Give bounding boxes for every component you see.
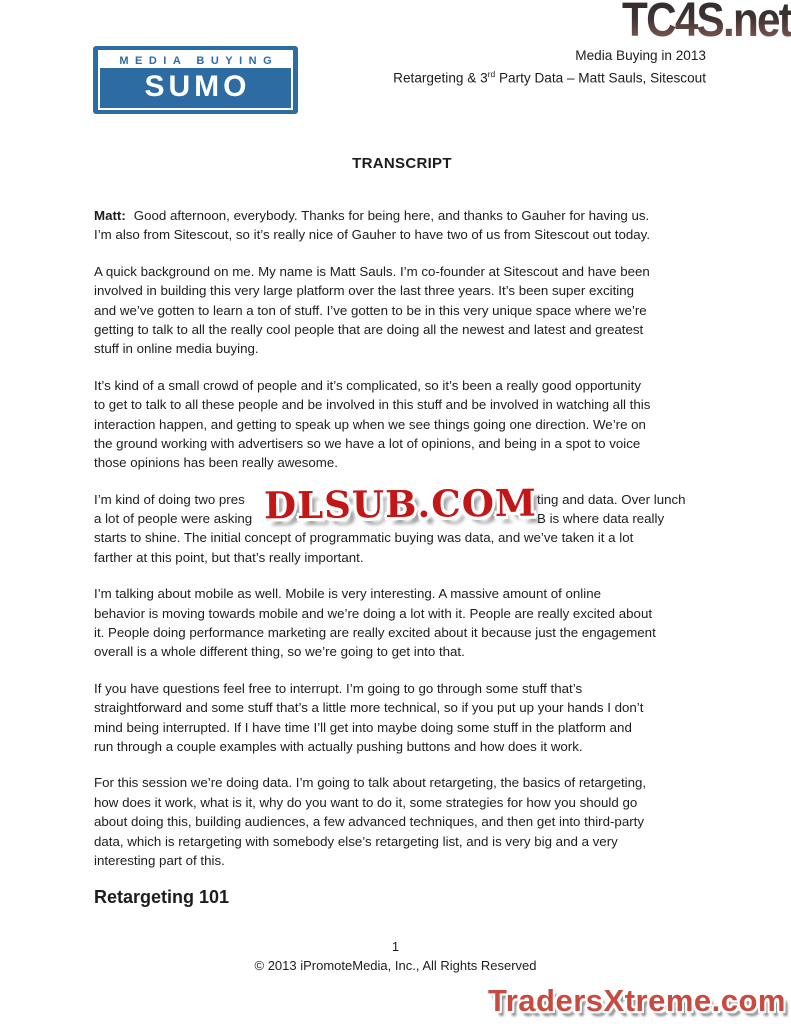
sumo-logo-wordmark: SUMO (144, 70, 251, 103)
media-buying-sumo-logo (93, 46, 298, 114)
text-line: overall is a whole different thing, so we’re going to get into that. (94, 644, 465, 660)
text-line: interaction happen, and getting to speak up when we see things going one direction. We’re on (94, 416, 646, 432)
text-line: I’m talking about mobile as well. Mobile is very interesting. A massive amount of online (94, 586, 602, 602)
text-line: mind being interrupted. If I have time I’ll get into maybe doing some stuff in the platform and (94, 719, 632, 735)
sumo-logo-frame (98, 50, 293, 110)
text-line: A quick background on me. My name is Matt Sauls. I’m co-founder at Sitescout and have been (94, 263, 650, 279)
text-line: involved in building this very large platform over the last three years. It’s been super exciting (94, 283, 635, 299)
tc4s-watermark-logo: TC4S.net (622, 0, 791, 48)
text-line: run through a couple examples with actually pushing buttons and how does it work. (94, 738, 583, 754)
section-heading-retargeting-101: Retargeting 101 (94, 887, 230, 908)
text-line: starts to shine. The initial concept of programmatic buying was data, and we’ve taken it a lot (94, 530, 634, 546)
sumo-logo-tagline: MEDIA BUYING (100, 52, 291, 68)
text-line: and we’ve gotten to learn a ton of stuff. I’ve gotten to be in this very unique space where we’re (94, 302, 647, 318)
text-line: It’s kind of a small crowd of people and it’s complicated, so it’s been a really good opportunity (94, 377, 641, 393)
tradersxtreme-watermark: TradersXtreme.com (488, 983, 786, 1018)
paragraph-background (94, 262, 710, 359)
header-line-2 (393, 65, 706, 88)
header-line-1: Media Buying in 2013 (575, 48, 706, 63)
text-line: the ground working with advertisers so we have a lot of opinions, and being in a spot to voice (94, 435, 641, 451)
paragraph-mobile (94, 584, 710, 662)
page-footer (0, 937, 791, 975)
paragraph-questions (94, 679, 710, 757)
page-number: 1 (391, 939, 400, 954)
speaker-label: Matt: (94, 208, 126, 223)
text-line: getting to talk to all the really cool people that are doing all the newest and latest and greatest (94, 321, 644, 337)
transcript-body (94, 155, 710, 908)
text-line (94, 206, 710, 225)
paragraph-intro (94, 206, 710, 245)
text-fragment: Good afternoon, everybody. Thanks for being here, and thanks to Gauher for having us. (133, 208, 650, 223)
text-line: how does it work, what is it, why do you want to do it, some strategies for how you should go (94, 794, 638, 810)
header-line-2-suffix: Party Data – Matt Sauls, Sitescout (495, 70, 706, 86)
copyright-notice: © 2013 iPromoteMedia, Inc., All Rights Reserved (254, 958, 537, 973)
document-header (393, 46, 706, 88)
text-line: interesting part of this. (94, 852, 225, 868)
text-line: those opinions has been really awesome. (94, 455, 338, 471)
text-line: farther at this point, but that’s really important. (94, 549, 364, 565)
text-line: I’m also from Sitescout, so it’s really nice of Gauher to have two of us from Sitescout out today. (94, 227, 651, 243)
header-ordinal-superscript: rd (487, 69, 496, 79)
text-fragment-left: a lot of people were asking (94, 511, 253, 527)
text-line: straightforward and some stuff that’s a little more technical, so if you put up your hands I don’t (94, 700, 644, 716)
text-line: For this session we’re doing data. I’m going to talk about retargeting, the basics of retargeting, (94, 775, 647, 791)
text-fragment-right: ting and data. Over lunch (537, 491, 686, 507)
text-line: about doing this, building audiences, a few advanced techniques, and then get into third-party (94, 814, 644, 830)
text-line: behavior is moving towards mobile and we’re doing a lot with it. People are really excited about (94, 605, 653, 621)
header-line-2-prefix: Retargeting & 3 (393, 70, 488, 86)
paragraph-small-crowd (94, 376, 710, 473)
text-fragment-right: B is where data really (537, 511, 665, 527)
text-line: stuff in online media buying. (94, 341, 259, 357)
text-fragment-left: I’m kind of doing two pres (94, 491, 245, 507)
text-line: data, which is retargeting with somebody else’s retargeting list, and is very big and a very (94, 833, 618, 849)
page-title: TRANSCRIPT (352, 155, 452, 172)
text-line: to get to talk to all these people and be involved in this stuff and be involved in watching all this (94, 397, 651, 413)
text-line: If you have questions feel free to interrupt. I’m going to go through some stuff that’s (94, 680, 583, 696)
dlsub-center-watermark: DLSUB.COM (263, 480, 538, 528)
paragraph-session-overview (94, 773, 710, 870)
text-line: it. People doing performance marketing are really excited about it because just the engagement (94, 625, 656, 641)
